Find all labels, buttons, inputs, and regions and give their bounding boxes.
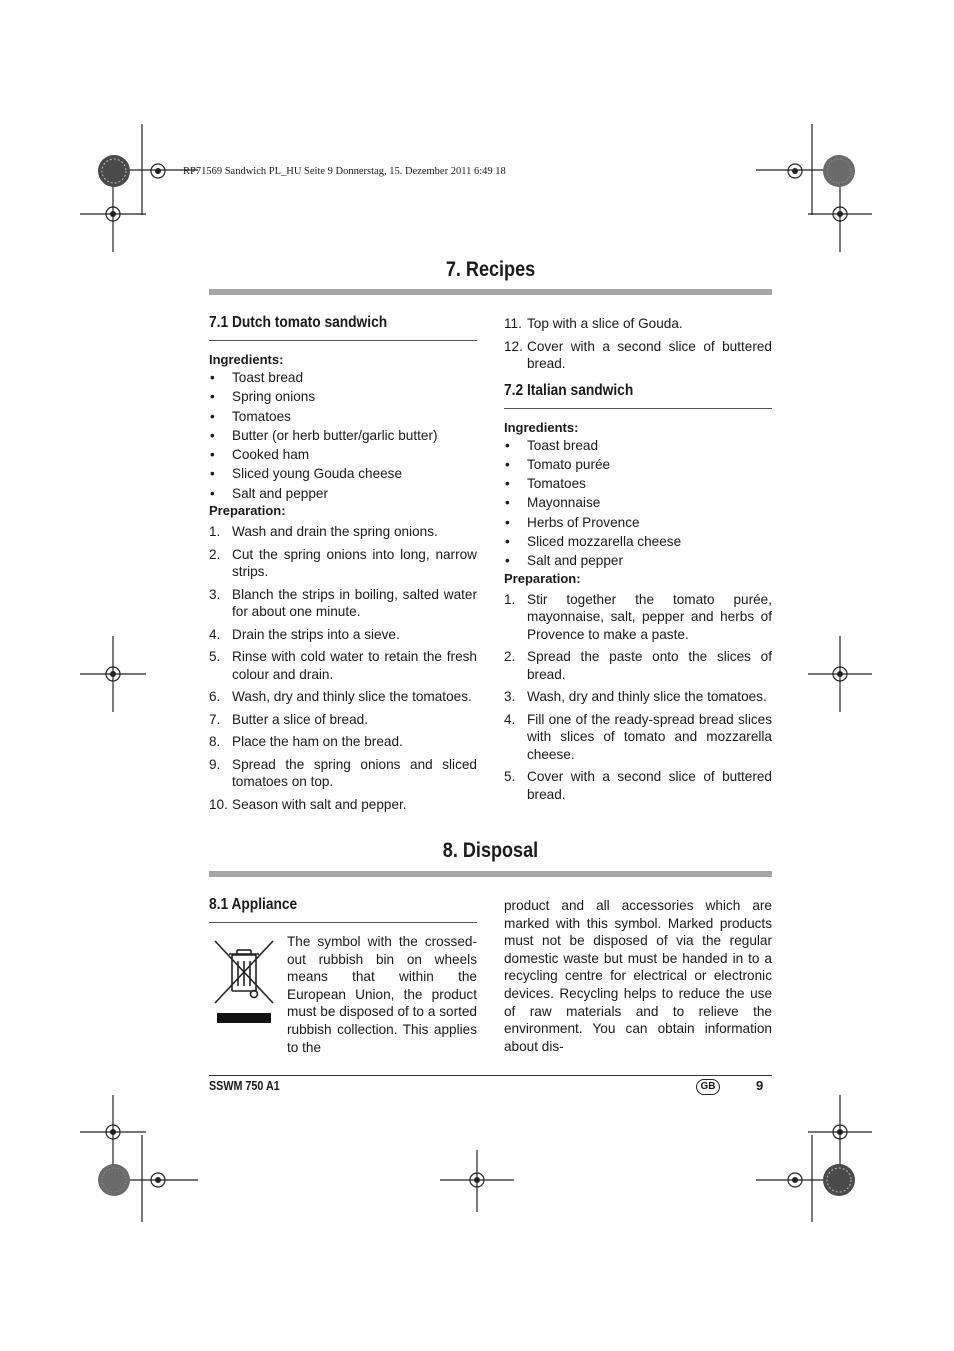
list-item: 12. Cover with a second slice of buttered bread.: [504, 338, 772, 371]
subsection-title-8-1: 8.1 Appliance: [209, 896, 298, 913]
list-item: • Mayonnaise: [504, 494, 772, 513]
language-badge: GB: [696, 1079, 720, 1095]
page-number: 9: [756, 1078, 764, 1093]
list-item: • Herbs of Provence: [504, 514, 772, 533]
list-item: • Salt and pepper: [504, 552, 772, 571]
list-item: 9. Spread the spring onions and sliced tomatoes on top.: [209, 756, 477, 790]
list-item: • Toast bread: [209, 369, 477, 388]
recipe-dutch-tomato: [209, 314, 477, 818]
ingredients-label: Ingredients:: [504, 419, 579, 435]
steps-list-7-2: [504, 591, 772, 804]
preparation-label: Preparation:: [504, 570, 581, 586]
list-item: • Tomatoes: [209, 408, 477, 427]
list-item: 1. Wash and drain the spring onions.: [209, 524, 438, 540]
list-item: • Butter (or herb butter/garlic butter): [209, 427, 477, 446]
print-info-line: RP71569 Sandwich PL_HU Seite 9 Donnerstag, 15. Dezember 2011 6:49 18: [183, 166, 506, 177]
subsection-title-7-1: 7.1 Dutch tomato sandwich: [209, 314, 388, 331]
ingredients-list-7-1: [209, 369, 477, 504]
preparation-label: Preparation:: [209, 503, 286, 519]
list-item: • Tomatoes: [504, 475, 772, 494]
list-item: 5. Rinse with cold water to retain the fresh colour and drain.: [209, 649, 477, 682]
subsection-rule: [209, 922, 477, 923]
list-item: 4. Drain the strips into a sieve.: [209, 626, 400, 642]
subsection-rule: [209, 340, 477, 341]
list-item: • Toast bread: [504, 437, 772, 456]
list-item: • Tomato purée: [504, 456, 772, 475]
subsection-title-7-2: 7.2 Italian sandwich: [504, 381, 634, 399]
disposal-text-left: The symbol with the crossed-out rubbish bin on wheels means that within the European Union, the product must be disposed of to a sorted rubbish collection. This applies to the: [287, 934, 477, 1055]
steps-list-7-1: [209, 523, 477, 813]
disposal-appliance: [209, 896, 477, 1055]
subsection-rule: [504, 408, 772, 409]
disposal-text-right: product and all accessories which are marked with this symbol. Marked products must not be disposed of via the regular domestic waste but must be handed in to a recycling centre for electrical or electronic devices. Recycling helps to reduce the use of raw materials and to relieve the environment. You can obtain information about dis-: [504, 898, 772, 1054]
section-title-disposal: 8. Disposal: [442, 839, 539, 862]
list-item: 10. Season with salt and pepper.: [209, 796, 407, 812]
list-item: 4. Fill one of the ready-spread bread slices with slices of tomato and mozzarella cheese.: [504, 711, 772, 762]
list-item: 11. Top with a slice of Gouda.: [504, 316, 683, 331]
list-item: 2. Cut the spring onions into long, narrow strips.: [209, 546, 477, 580]
list-item: • Sliced mozzarella cheese: [504, 533, 772, 552]
list-item: 7. Butter a slice of bread.: [209, 711, 369, 727]
list-item: 1. Stir together the tomato purée, mayonnaise, salt, pepper and herbs of Provence to make a paste.: [504, 591, 772, 642]
list-item: • Spring onions: [209, 388, 477, 407]
list-item: 3. Blanch the strips in boiling, salted water for about one minute.: [209, 586, 477, 620]
list-item: 2. Spread the paste onto the slices of bread.: [504, 649, 772, 682]
footer-model: SSWM 750 A1: [209, 1079, 280, 1093]
section-bar: [209, 289, 772, 295]
list-item: 6. Wash, dry and thinly slice the tomatoes.: [209, 689, 472, 705]
recipe-italian: [504, 315, 772, 808]
list-item: • Salt and pepper: [209, 485, 477, 504]
section-bar: [209, 871, 772, 877]
list-item: 3. Wash, dry and thinly slice the tomatoes.: [504, 689, 767, 705]
ingredients-list-7-2: [504, 437, 772, 572]
crossed-out-wheelie-bin-icon: [211, 939, 277, 1027]
list-item: 5. Cover with a second slice of buttered bread.: [504, 769, 772, 802]
steps-list-7-1-continued: [504, 315, 772, 373]
list-item: • Sliced young Gouda cheese: [209, 465, 477, 484]
list-item: 8. Place the ham on the bread.: [209, 734, 403, 750]
footer-rule: [209, 1075, 772, 1076]
ingredients-label: Ingredients:: [209, 352, 284, 367]
list-item: • Cooked ham: [209, 446, 477, 465]
section-title-recipes: 7. Recipes: [445, 258, 536, 281]
